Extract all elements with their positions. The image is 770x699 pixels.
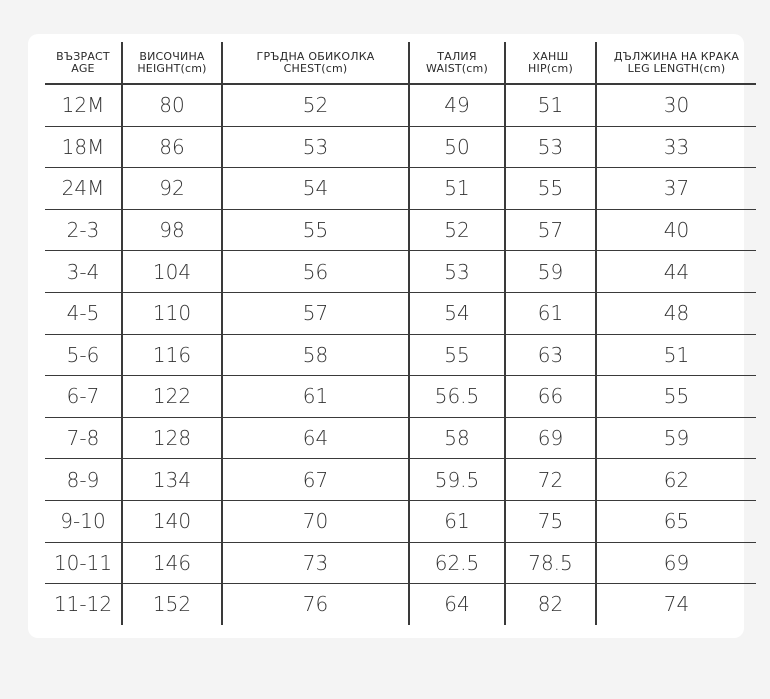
cell-height: 134 [122, 459, 222, 501]
cell-chest: 70 [222, 500, 409, 542]
cell-leg-length: 51 [596, 334, 756, 376]
cell-leg-length: 33 [596, 126, 756, 168]
cell-leg-length: 37 [596, 168, 756, 210]
cell-leg-length: 48 [596, 292, 756, 334]
cell-chest: 67 [222, 459, 409, 501]
table-row [45, 251, 756, 293]
cell-leg-length: 69 [596, 542, 756, 584]
header-row [45, 42, 756, 84]
cell-waist: 53 [409, 251, 505, 293]
cell-height: 80 [122, 84, 222, 126]
table-row [45, 417, 756, 459]
cell-age: 18M [45, 126, 122, 168]
cell-hip: 78.5 [505, 542, 596, 584]
cell-chest: 76 [222, 584, 409, 625]
header-age: ВЪЗРАСТ AGE [45, 42, 122, 84]
cell-chest: 57 [222, 292, 409, 334]
size-chart-table [45, 42, 756, 625]
cell-height: 116 [122, 334, 222, 376]
cell-hip: 53 [505, 126, 596, 168]
cell-waist: 56.5 [409, 376, 505, 418]
cell-age: 2-3 [45, 209, 122, 251]
cell-height: 152 [122, 584, 222, 625]
table-row [45, 126, 756, 168]
table-row [45, 459, 756, 501]
cell-waist: 49 [409, 84, 505, 126]
cell-age: 5-6 [45, 334, 122, 376]
cell-height: 104 [122, 251, 222, 293]
cell-height: 140 [122, 500, 222, 542]
cell-chest: 58 [222, 334, 409, 376]
table-row [45, 500, 756, 542]
cell-height: 122 [122, 376, 222, 418]
cell-chest: 54 [222, 168, 409, 210]
table-row [45, 292, 756, 334]
cell-hip: 51 [505, 84, 596, 126]
cell-hip: 69 [505, 417, 596, 459]
cell-hip: 61 [505, 292, 596, 334]
cell-waist: 64 [409, 584, 505, 625]
cell-height: 110 [122, 292, 222, 334]
table-row [45, 376, 756, 418]
cell-age: 9-10 [45, 500, 122, 542]
cell-chest: 53 [222, 126, 409, 168]
header-waist: ТАЛИЯ WAIST(cm) [409, 42, 505, 84]
cell-age: 6-7 [45, 376, 122, 418]
cell-height: 128 [122, 417, 222, 459]
cell-leg-length: 65 [596, 500, 756, 542]
table-row [45, 584, 756, 625]
cell-height: 146 [122, 542, 222, 584]
table-row [45, 168, 756, 210]
header-chest: ГРЪДНА ОБИКОЛКА CHEST(cm) [222, 42, 409, 84]
cell-age: 8-9 [45, 459, 122, 501]
cell-chest: 52 [222, 84, 409, 126]
cell-chest: 61 [222, 376, 409, 418]
cell-height: 98 [122, 209, 222, 251]
cell-hip: 59 [505, 251, 596, 293]
cell-chest: 55 [222, 209, 409, 251]
cell-age: 12M [45, 84, 122, 126]
cell-waist: 54 [409, 292, 505, 334]
cell-hip: 55 [505, 168, 596, 210]
cell-leg-length: 74 [596, 584, 756, 625]
cell-hip: 63 [505, 334, 596, 376]
cell-age: 7-8 [45, 417, 122, 459]
cell-waist: 50 [409, 126, 505, 168]
header-hip: ХАНШ HIP(cm) [505, 42, 596, 84]
cell-chest: 64 [222, 417, 409, 459]
cell-waist: 62.5 [409, 542, 505, 584]
cell-age: 10-11 [45, 542, 122, 584]
cell-height: 92 [122, 168, 222, 210]
table-row [45, 542, 756, 584]
cell-age: 24M [45, 168, 122, 210]
header-leg-length: ДЪЛЖИНА НА КРАКА LEG LENGTH(cm) [596, 42, 756, 84]
cell-leg-length: 59 [596, 417, 756, 459]
cell-waist: 52 [409, 209, 505, 251]
cell-leg-length: 30 [596, 84, 756, 126]
cell-hip: 66 [505, 376, 596, 418]
cell-age: 3-4 [45, 251, 122, 293]
cell-leg-length: 62 [596, 459, 756, 501]
cell-waist: 59.5 [409, 459, 505, 501]
cell-chest: 73 [222, 542, 409, 584]
cell-hip: 72 [505, 459, 596, 501]
cell-height: 86 [122, 126, 222, 168]
cell-leg-length: 40 [596, 209, 756, 251]
cell-age: 4-5 [45, 292, 122, 334]
table-row [45, 84, 756, 126]
cell-hip: 82 [505, 584, 596, 625]
cell-age: 11-12 [53, 592, 113, 617]
cell-waist: 58 [409, 417, 505, 459]
table-body [45, 84, 756, 625]
cell-waist: 61 [409, 500, 505, 542]
cell-waist: 51 [409, 168, 505, 210]
cell-hip: 57 [505, 209, 596, 251]
cell-chest: 56 [222, 251, 409, 293]
cell-waist: 55 [409, 334, 505, 376]
table-row [45, 209, 756, 251]
table-row [45, 334, 756, 376]
header-height: ВИСОЧИНА HEIGHT(cm) [122, 42, 222, 84]
cell-leg-length: 44 [596, 251, 756, 293]
cell-leg-length: 55 [596, 376, 756, 418]
cell-hip: 75 [505, 500, 596, 542]
